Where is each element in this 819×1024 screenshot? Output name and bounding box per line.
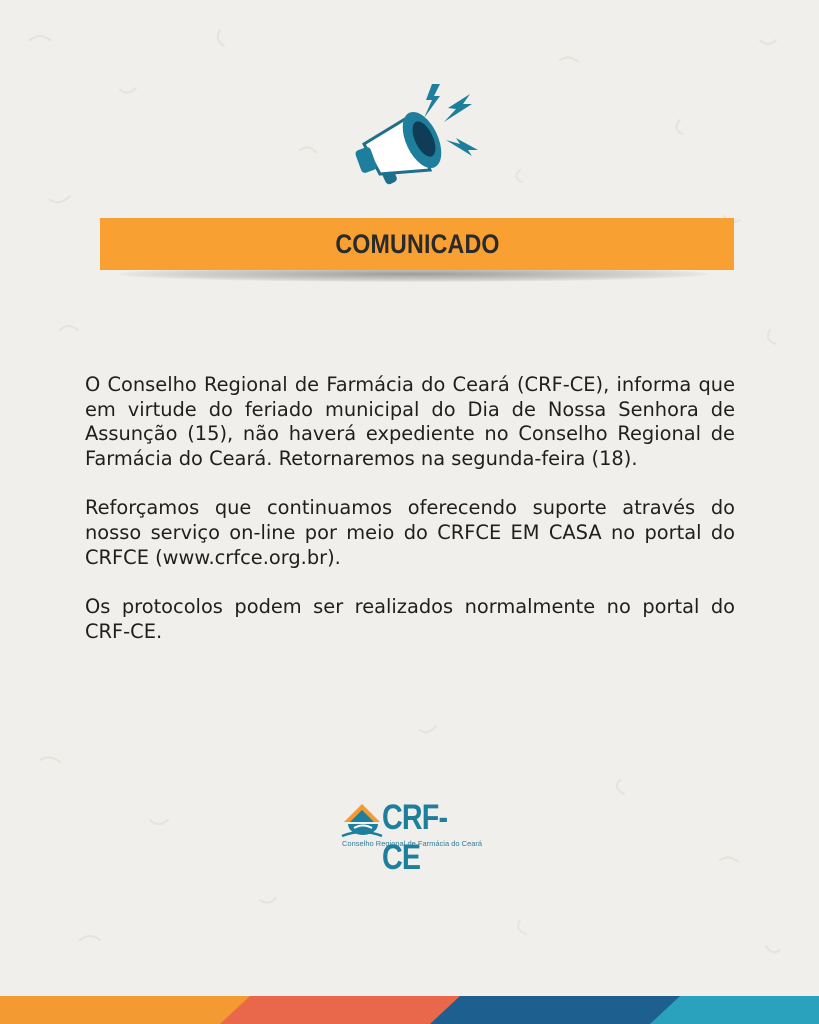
paragraph-holiday-notice: O Conselho Regional de Farmácia do Ceará (CRF-CE), informa que em virtude do feriado municipal do Dia de Nossa Senhora de Assunção (15), não haverá expediente no Conselho Regional de Farmácia do Ceará. Retornaremos na segunda-feira (18). [85, 373, 735, 470]
crf-ce-logo [338, 796, 484, 877]
logo-subtitle: Conselho Regional de Farmácia do Ceará [342, 839, 483, 848]
footer-color-stripes [0, 996, 819, 1024]
paragraph-protocols: Os protocolos podem ser realizados normalmente no portal do CRF-CE. [85, 595, 735, 643]
title-banner [100, 218, 734, 270]
announcement-body [85, 373, 735, 669]
banner-title: COMUNICADO [334, 228, 500, 259]
paragraph-online-support: Reforçamos que continuamos oferecendo suporte através do nosso serviço on-line por meio do CRFCE EM CASA no portal do CRFCE (www.crfce.org.br). [85, 496, 735, 569]
pharmacy-mortar-icon [340, 796, 388, 840]
logo-wordmark: CRF-CE [382, 798, 448, 877]
megaphone-icon [352, 78, 484, 190]
